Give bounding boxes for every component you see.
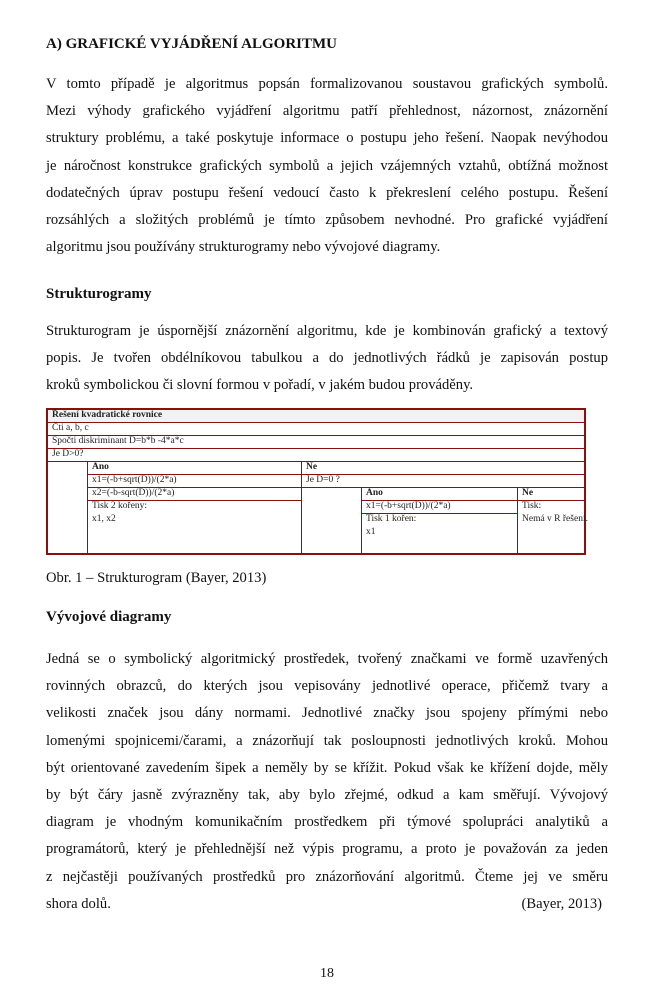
paragraph-line: je náročnost konstrukce grafických symbolů a jejich vzájemných vztahů, obtížná možnost (46, 157, 608, 174)
struktogram-step: x1=(-b+sqrt(D))/(2*a) (88, 475, 302, 488)
paragraph-line: programátorů, který je přehlednější než výpis programu, a proto je považován za jeden (46, 841, 608, 858)
strukturogramy-heading: Strukturogramy (46, 286, 152, 302)
struktogram-step: x2=(-b-sqrt(D))/(2*a) (88, 488, 302, 501)
paragraph-line: Mezi výhody grafického vyjádření algoritmu patří přehlednost, názornost, znázornění (46, 103, 608, 120)
struktogram-step: Tisk: (522, 501, 542, 511)
section-heading: A) GRAFICKÉ VYJÁDŘENÍ ALGORITMU (46, 36, 337, 52)
vyvojove-diagramy-heading: Vývojové diagramy (46, 609, 172, 625)
paragraph-line (46, 891, 608, 918)
struktogram-condition: Je D>0? (48, 449, 584, 462)
paragraph-line: V tomto případě je algoritmus popsán formalizovanou soustavou grafických symbolů. (46, 76, 608, 92)
struktogram-indent (302, 488, 362, 553)
struktogram-step: x1=(-b+sqrt(D))/(2*a) (362, 501, 518, 514)
paragraph-line: lomenými spojnicemi/čarami, a znázorňují tak posloupnosti jednotlivých kroků. Mohou (46, 732, 608, 749)
strukturogramy-paragraph (46, 318, 608, 400)
paragraph-line: Jedná se o symbolický algoritmický prostředek, tvořený značkami ve formě uzavřených (46, 651, 608, 667)
paragraph-line: by být čáry jasně zvýrazněny tak, aby bylo zřejmé, odkud a kam směřují. Vývojový (46, 786, 608, 803)
struktogram-step: Tisk 2 kořeny: (88, 501, 302, 514)
branch-yes-label: Ano (362, 488, 518, 501)
paragraph-line: algoritmu jsou používány strukturogramy nebo vývojové diagramy. (46, 239, 441, 256)
paragraph-line: popis. Je tvořen obdélníkovou tabulkou a do jednotlivých řádků je zapisován postup (46, 350, 608, 367)
paragraph-line: velikosti značek jsou dány normami. Jednotlivé značky jsou spojeny přímými nebo (46, 705, 608, 722)
vyvojove-diagramy-paragraph (46, 646, 608, 918)
intro-paragraph (46, 71, 608, 261)
paragraph-line: rovinných obrazců, do kterých jsou vepisovány jednotlivé operace, přičemž tvary a (46, 678, 608, 695)
paragraph-line: diagram je vhodným komunikačním prostředkem při týmové spolupráci analytiků a (46, 814, 608, 831)
citation: (Bayer, 2013) (521, 895, 602, 912)
struktogram-condition: Je D=0 ? (302, 475, 584, 488)
struktogram-row: Spočti diskriminant D=b*b -4*a*c (48, 436, 584, 449)
paragraph-line: kroků symbolickou či slovní formou v pořadí, v jakém budou prováděny. (46, 377, 474, 394)
paragraph-line-text: shora dolů. (46, 895, 111, 912)
struktogram-step: Tisk 1 kořen: (362, 514, 518, 527)
paragraph-line: rozsáhlých a složitých problémů je tímto způsobem nevhodné. Pro grafické vyjádření (46, 211, 608, 228)
struktogram-step: x1, x2 (88, 514, 302, 527)
struktogram-step: Nemá v R řešení. (522, 514, 588, 524)
page-number: 18 (320, 966, 334, 981)
struktogram-title: Řešení kvadratické rovnice (48, 410, 584, 423)
struktogram-indent (48, 462, 88, 553)
struktogram-empty (88, 527, 302, 553)
branch-yes-label: Ano (88, 462, 302, 475)
branch-no-label: Ne (302, 462, 584, 475)
paragraph-line: struktury problému, a také poskytuje informace o postupu jeho řešení. Naopak nevýhodou (46, 130, 608, 147)
paragraph-line: Strukturogram je úspornější znázornění algoritmu, kde je kombinován grafický a textový (46, 323, 608, 339)
paragraph-line: dodatečných úprav postupu řešení vedoucí často k překreslení celého postupu. Řešení (46, 184, 608, 201)
struktogram-row: Čti a, b, c (48, 423, 584, 436)
struktogram-figure (46, 408, 586, 555)
branch-no-label: Ne (518, 488, 584, 501)
paragraph-line: být orientované zavedením šipek a neměly by se křížit. Pokud však ke křížení dojde, měly (46, 759, 608, 776)
figure-caption: Obr. 1 – Strukturogram (Bayer, 2013) (46, 570, 267, 586)
struktogram-step: x1 (362, 527, 518, 553)
paragraph-line: z nejčastěji používaných prostředků pro znázorňování algoritmů. Čteme jej ve směru (46, 868, 608, 885)
